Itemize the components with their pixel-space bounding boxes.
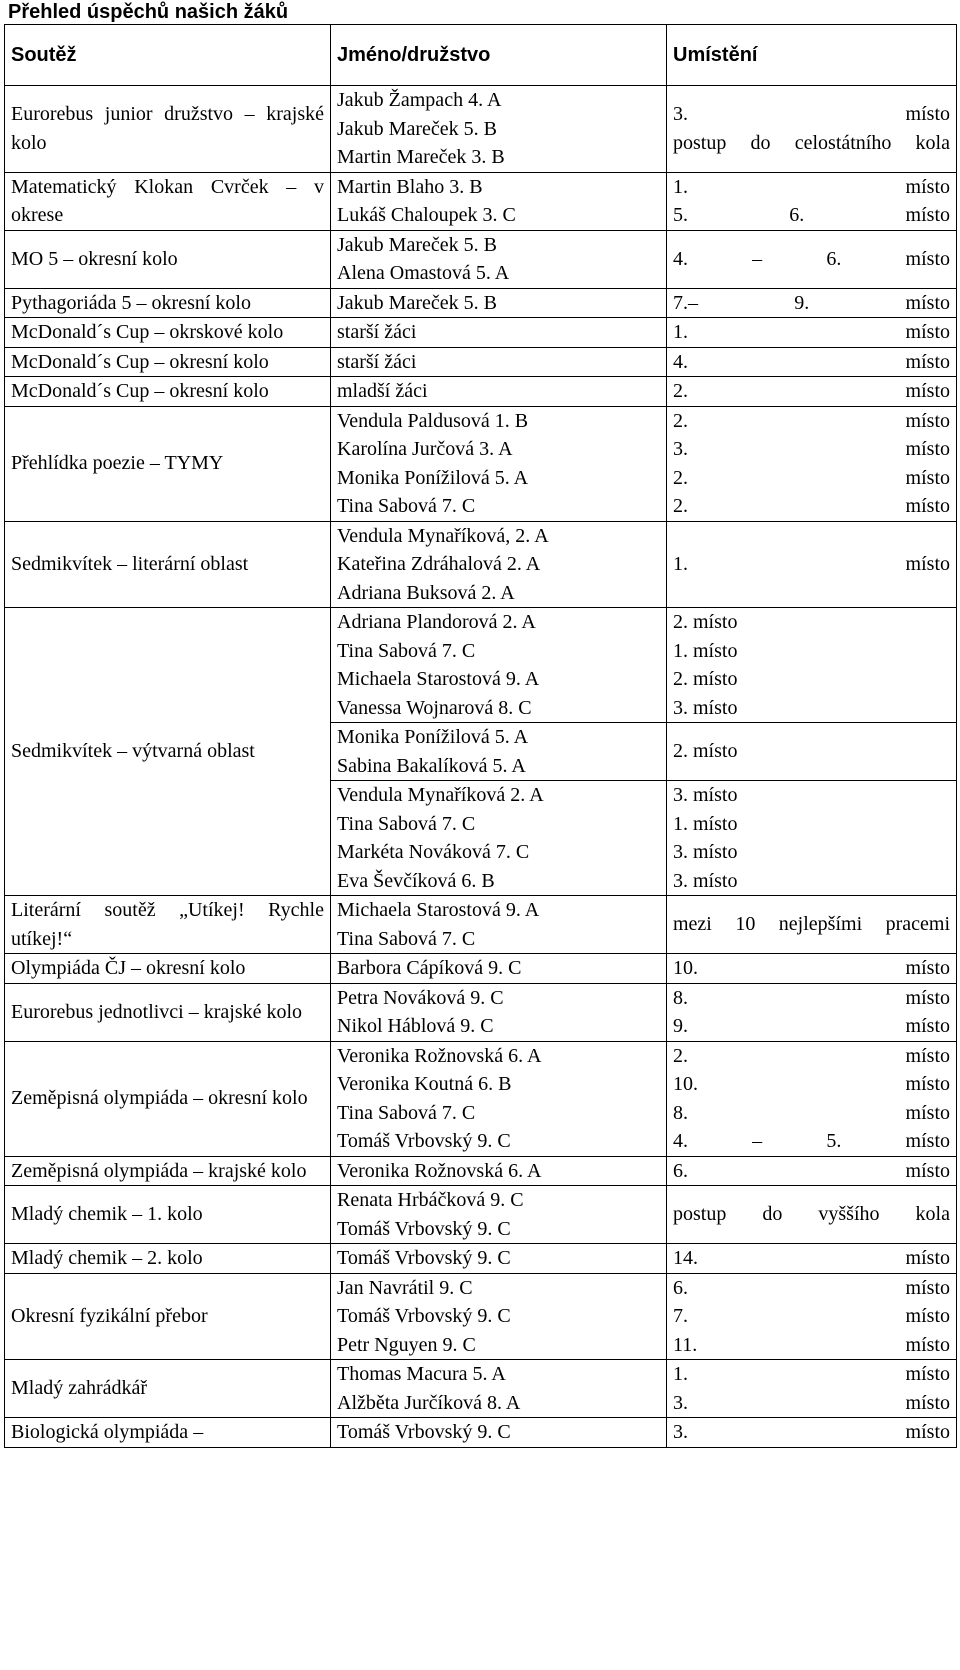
names-cell bbox=[331, 521, 667, 608]
placement-value: 2. místo bbox=[673, 380, 950, 402]
table-row bbox=[5, 86, 957, 173]
placement-cell bbox=[667, 318, 957, 348]
participant-name: Jan Navrátil 9. C bbox=[337, 1276, 473, 1299]
participant-name: Tina Sabová 7. C bbox=[337, 812, 476, 835]
placement-cell bbox=[667, 521, 957, 608]
names-cell bbox=[331, 954, 667, 984]
table-row bbox=[5, 406, 957, 521]
participant-name: Adriana Plandorová 2. A bbox=[337, 611, 536, 633]
header-placement: Umístění bbox=[667, 25, 957, 86]
participant-name: Renata Hrbáčková 9. C bbox=[337, 1189, 524, 1211]
participant-name: Karolína Jurčová 3. A bbox=[337, 438, 513, 460]
names-cell bbox=[331, 377, 667, 407]
participant-name: Monika Ponížilová 5. A bbox=[337, 726, 529, 748]
table-row bbox=[5, 1418, 957, 1448]
names-cell bbox=[331, 1273, 667, 1360]
competition-cell: Okresní fyzikální přebor bbox=[5, 1273, 331, 1360]
table-row bbox=[5, 318, 957, 348]
placement-cell bbox=[667, 896, 957, 954]
placement-value: 4. – 6. místo bbox=[673, 247, 950, 270]
placement-value: 10. místo bbox=[673, 957, 950, 979]
table-row bbox=[5, 983, 957, 1041]
participant-name: Veronika Koutná 6. B bbox=[337, 1073, 512, 1095]
participant-name: mladší žáci bbox=[337, 380, 428, 402]
participant-name: Vendula Mynaříková 2. A bbox=[337, 784, 544, 806]
table-row bbox=[5, 1360, 957, 1418]
participant-name: Vendula Paldusová 1. B bbox=[337, 409, 529, 432]
participant-name: Thomas Macura 5. A bbox=[337, 1363, 506, 1385]
placement-value: 7. místo bbox=[673, 1305, 950, 1327]
placement-value: 2. místo bbox=[673, 668, 738, 690]
names-cell bbox=[331, 608, 667, 723]
competition-cell: Olympiáda ČJ – okresní kolo bbox=[5, 954, 331, 984]
table-row bbox=[5, 608, 957, 723]
placement-cell bbox=[667, 347, 957, 377]
placement-value: mezi 10 nejlepšími pracemi bbox=[673, 913, 950, 936]
participant-name: Veronika Rožnovská 6. A bbox=[337, 1159, 542, 1182]
names-cell bbox=[331, 230, 667, 288]
table-row bbox=[5, 172, 957, 230]
placement-value: 4. – 5. místo bbox=[673, 1130, 950, 1152]
table-row bbox=[5, 1041, 957, 1156]
placement-value: 2. místo bbox=[673, 495, 950, 517]
participant-name: Veronika Rožnovská 6. A bbox=[337, 1044, 542, 1067]
participant-name: Eva Ševčíková 6. B bbox=[337, 869, 495, 892]
participant-name: Tomáš Vrbovský 9. C bbox=[337, 1421, 511, 1443]
placement-value: 1. místo bbox=[673, 1363, 950, 1385]
table-row bbox=[5, 521, 957, 608]
placement-cell bbox=[667, 1418, 957, 1448]
table-row bbox=[5, 896, 957, 954]
participant-name: Sabina Bakalíková 5. A bbox=[337, 754, 526, 777]
participant-name: Martin Blaho 3. B bbox=[337, 175, 483, 198]
names-cell bbox=[331, 406, 667, 521]
header-names: Jméno/družstvo bbox=[331, 25, 667, 86]
participant-name: Lukáš Chaloupek 3. C bbox=[337, 204, 516, 226]
placement-value: 8. místo bbox=[673, 1101, 950, 1124]
participant-name: Martin Mareček 3. B bbox=[337, 146, 505, 168]
placement-cell bbox=[667, 1360, 957, 1418]
placement-value: 1. místo bbox=[673, 553, 950, 575]
results-table bbox=[4, 24, 957, 1448]
participant-name: Kateřina Zdráhalová 2. A bbox=[337, 553, 541, 575]
names-cell bbox=[331, 1418, 667, 1448]
table-row bbox=[5, 377, 957, 407]
participant-name: Jakub Mareček 5. B bbox=[337, 291, 497, 314]
participant-name: starší žáci bbox=[337, 350, 417, 373]
table-row bbox=[5, 347, 957, 377]
competition-cell: McDonald´s Cup – okresní kolo bbox=[5, 377, 331, 407]
participant-name: Tomáš Vrbovský 9. C bbox=[337, 1305, 511, 1327]
names-cell bbox=[331, 86, 667, 173]
competition-cell: Literární soutěž „Utíkej! Rychle utíkej!“ bbox=[5, 896, 331, 954]
placement-value: 4. místo bbox=[673, 350, 950, 373]
participant-name: Jakub Žampach 4. A bbox=[337, 89, 502, 111]
participant-name: Jakub Mareček 5. B bbox=[337, 233, 497, 256]
placement-value: 10. místo bbox=[673, 1073, 950, 1095]
placement-value: 6. místo bbox=[673, 1159, 950, 1182]
competition-cell: Sedmikvítek – literární oblast bbox=[5, 521, 331, 608]
names-cell bbox=[331, 1360, 667, 1418]
participant-name: starší žáci bbox=[337, 321, 417, 343]
participant-name: Alžběta Jurčíková 8. A bbox=[337, 1391, 521, 1414]
placement-cell bbox=[667, 230, 957, 288]
table-row bbox=[5, 230, 957, 288]
placement-cell bbox=[667, 1186, 957, 1244]
participant-name: Michaela Starostová 9. A bbox=[337, 899, 540, 921]
competition-cell: McDonald´s Cup – okresní kolo bbox=[5, 347, 331, 377]
competition-cell: Mladý zahrádkář bbox=[5, 1360, 331, 1418]
placement-value: 3. místo bbox=[673, 103, 950, 126]
names-cell bbox=[331, 781, 667, 896]
names-cell bbox=[331, 172, 667, 230]
header-competition: Soutěž bbox=[5, 25, 331, 86]
competition-cell: Eurorebus junior družstvo – krajské kolo bbox=[5, 86, 331, 173]
placement-cell bbox=[667, 86, 957, 173]
placement-cell bbox=[667, 1244, 957, 1274]
participant-name: Petr Nguyen 9. C bbox=[337, 1333, 476, 1356]
competition-cell: Mladý chemik – 1. kolo bbox=[5, 1186, 331, 1244]
names-cell bbox=[331, 347, 667, 377]
participant-name: Jakub Mareček 5. B bbox=[337, 117, 497, 140]
names-cell bbox=[331, 896, 667, 954]
competition-cell: Mladý chemik – 2. kolo bbox=[5, 1244, 331, 1274]
placement-value: 3. místo bbox=[673, 438, 950, 460]
placement-value: 2. místo bbox=[673, 1044, 950, 1067]
placement-cell bbox=[667, 288, 957, 318]
placement-value: 1. místo bbox=[673, 175, 950, 198]
placement-value: 6. místo bbox=[673, 1276, 950, 1299]
placement-value: 1. místo bbox=[673, 321, 950, 343]
competition-cell: Eurorebus jednotlivci – krajské kolo bbox=[5, 983, 331, 1041]
placement-value: 9. místo bbox=[673, 1015, 950, 1037]
placement-cell bbox=[667, 954, 957, 984]
placement-value: 2. místo bbox=[673, 466, 950, 489]
placement-value: 2. místo bbox=[673, 611, 738, 633]
participant-name: Tomáš Vrbovský 9. C bbox=[337, 1247, 511, 1269]
placement-value: 3. místo bbox=[673, 1421, 950, 1443]
names-cell bbox=[331, 1041, 667, 1156]
placement-value: 3. místo bbox=[673, 869, 738, 892]
placement-value: 5. 6. místo bbox=[673, 204, 950, 226]
participant-name: Tina Sabová 7. C bbox=[337, 927, 476, 950]
competition-cell: McDonald´s Cup – okrskové kolo bbox=[5, 318, 331, 348]
placement-value: 2. místo bbox=[673, 740, 738, 763]
table-row bbox=[5, 954, 957, 984]
placement-cell bbox=[667, 1156, 957, 1186]
names-cell bbox=[331, 723, 667, 781]
names-cell bbox=[331, 288, 667, 318]
competition-cell: MO 5 – okresní kolo bbox=[5, 230, 331, 288]
names-cell bbox=[331, 1156, 667, 1186]
participant-name: Monika Ponížilová 5. A bbox=[337, 466, 529, 489]
participant-name: Vendula Mynaříková, 2. A bbox=[337, 524, 549, 547]
page-title: Přehled úspěchů našich žáků bbox=[8, 1, 289, 23]
participant-name: Michaela Starostová 9. A bbox=[337, 668, 540, 690]
participant-name: Petra Nováková 9. C bbox=[337, 986, 504, 1009]
participant-name: Nikol Háblová 9. C bbox=[337, 1015, 494, 1037]
placement-value: 1. místo bbox=[673, 639, 738, 662]
placement-value: postup do vyššího kola bbox=[673, 1203, 950, 1226]
participant-name: Tomáš Vrbovský 9. C bbox=[337, 1217, 511, 1240]
participant-name: Barbora Cápíková 9. C bbox=[337, 957, 522, 979]
participant-name: Tina Sabová 7. C bbox=[337, 639, 476, 662]
participant-name: Adriana Buksová 2. A bbox=[337, 581, 515, 604]
table-row bbox=[5, 1156, 957, 1186]
competition-cell: Zeměpisná olympiáda – okresní kolo bbox=[5, 1041, 331, 1156]
names-cell bbox=[331, 1186, 667, 1244]
placement-value: 3. místo bbox=[673, 1391, 950, 1414]
names-cell bbox=[331, 1244, 667, 1274]
competition-cell: Přehlídka poezie – TYMY bbox=[5, 406, 331, 521]
names-cell bbox=[331, 318, 667, 348]
placement-cell bbox=[667, 608, 957, 723]
participant-name: Alena Omastová 5. A bbox=[337, 262, 510, 284]
placement-value: 11. místo bbox=[673, 1333, 950, 1356]
table-row bbox=[5, 1273, 957, 1360]
table-row bbox=[5, 1244, 957, 1274]
table-body bbox=[5, 86, 957, 1448]
placement-value: 14. místo bbox=[673, 1247, 950, 1269]
placement-cell bbox=[667, 406, 957, 521]
placement-cell bbox=[667, 172, 957, 230]
placement-value: 3. místo bbox=[673, 784, 738, 806]
placement-value: 2. místo bbox=[673, 409, 950, 432]
competition-cell: Pythagoriáda 5 – okresní kolo bbox=[5, 288, 331, 318]
participant-name: Tina Sabová 7. C bbox=[337, 1101, 476, 1124]
competition-cell: Biologická olympiáda – bbox=[5, 1418, 331, 1448]
table-row bbox=[5, 1186, 957, 1244]
competition-cell: Matematický Klokan Cvrček – v okrese bbox=[5, 172, 331, 230]
placement-value: 3. místo bbox=[673, 841, 738, 863]
participant-name: Markéta Nováková 7. C bbox=[337, 841, 530, 863]
placement-cell bbox=[667, 983, 957, 1041]
placement-value: postup do celostátního kola bbox=[673, 131, 950, 154]
table-row bbox=[5, 288, 957, 318]
table-header-row bbox=[5, 25, 957, 86]
placement-cell bbox=[667, 1273, 957, 1360]
placement-cell bbox=[667, 723, 957, 781]
placement-cell bbox=[667, 1041, 957, 1156]
participant-name: Tomáš Vrbovský 9. C bbox=[337, 1130, 511, 1152]
placement-value: 3. místo bbox=[673, 696, 738, 719]
names-cell bbox=[331, 983, 667, 1041]
placement-value: 1. místo bbox=[673, 812, 738, 835]
placement-cell bbox=[667, 781, 957, 896]
participant-name: Vanessa Wojnarová 8. C bbox=[337, 696, 532, 719]
competition-cell: Sedmikvítek – výtvarná oblast bbox=[5, 608, 331, 896]
placement-value: 8. místo bbox=[673, 986, 950, 1009]
participant-name: Tina Sabová 7. C bbox=[337, 495, 476, 517]
placement-value: 7.– 9. místo bbox=[673, 291, 950, 314]
placement-cell bbox=[667, 377, 957, 407]
competition-cell: Zeměpisná olympiáda – krajské kolo bbox=[5, 1156, 331, 1186]
